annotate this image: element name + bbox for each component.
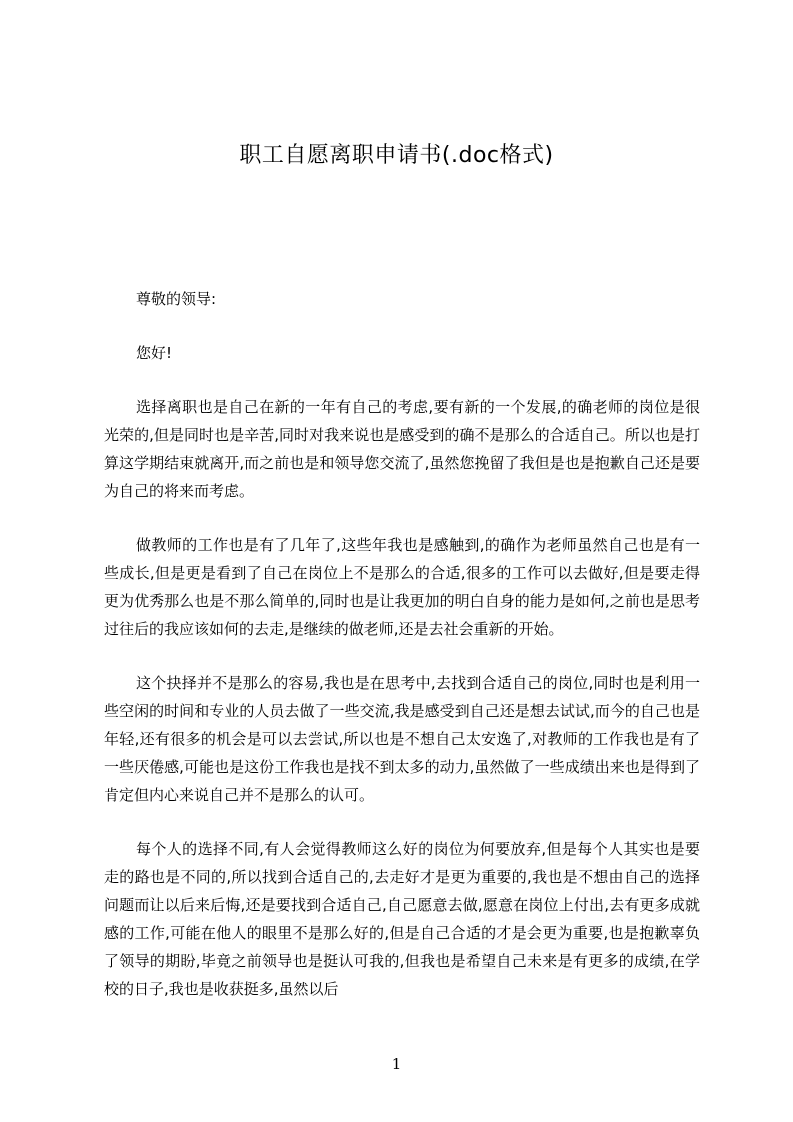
document-body bbox=[104, 285, 700, 1029]
salutation: 尊敬的领导: bbox=[136, 290, 217, 308]
paragraph-2: 做教师的工作也是有了几年了,这些年我也是感触到,的确作为老师虽然自己也是有一些成长,但是更是看到了自己在岗位上不是那么的合适,很多的工作可以去做好,但是要走得更为优秀那么也是不那么简单的,同时也是让我更加的明白自身的能力是如何,之前也是思考过往后的我应该如何的去走,是继续的做老师,还是去社会重新的开始。 bbox=[104, 536, 700, 638]
paragraph-4: 每个人的选择不同,有人会觉得教师这么好的岗位为何要放弃,但是每个人其实也是要走的路也是不同的,所以找到合适自己的,去走好才是更为重要的,我也是不想由自己的选择问题而让以后来后悔,还是要找到合适自己,自己愿意去做,愿意在岗位上付出,去有更多成就感的工作,可能在他人的眼里不是那么好的,但是自己合适的才是会更为重要,也是抱歉辜负了领导的期盼,毕竟之前领导也是挺认可我的,但我也是希望自己未来是有更多的成绩,在学校的日子,我也是收获挺多,虽然以后 bbox=[104, 840, 700, 998]
page-number: 1 bbox=[391, 1055, 402, 1073]
document-title: 职工自愿离职申请书(.doc格式) bbox=[239, 143, 554, 168]
paragraph-1: 选择离职也是自己在新的一年有自己的考虑,要有新的一个发展,的确老师的岗位是很光荣的,但是同时也是辛苦,同时对我来说也是感受到的确不是那么的合适自己。所以也是打算这学期结束就离开,而之前也是和领导您交流了,虽然您挽留了我但是也是抱歉自己还是要为自己的将来而考虑。 bbox=[104, 398, 700, 500]
paragraph-3: 这个抉择并不是那么的容易,我也是在思考中,去找到合适自己的岗位,同时也是利用一些空闲的时间和专业的人员去做了一些交流,我是感受到自己还是想去试试,而今的自己也是年轻,还有很多的机会是可以去尝试,所以也是不想自己太安逸了,对教师的工作我也是有了一些厌倦感,可能也是这份工作我也是找不到太多的动力,虽然做了一些成绩出来也是得到了肯定但内心来说自己并不是那么的认可。 bbox=[104, 674, 700, 804]
greeting: 您好! bbox=[136, 344, 173, 362]
